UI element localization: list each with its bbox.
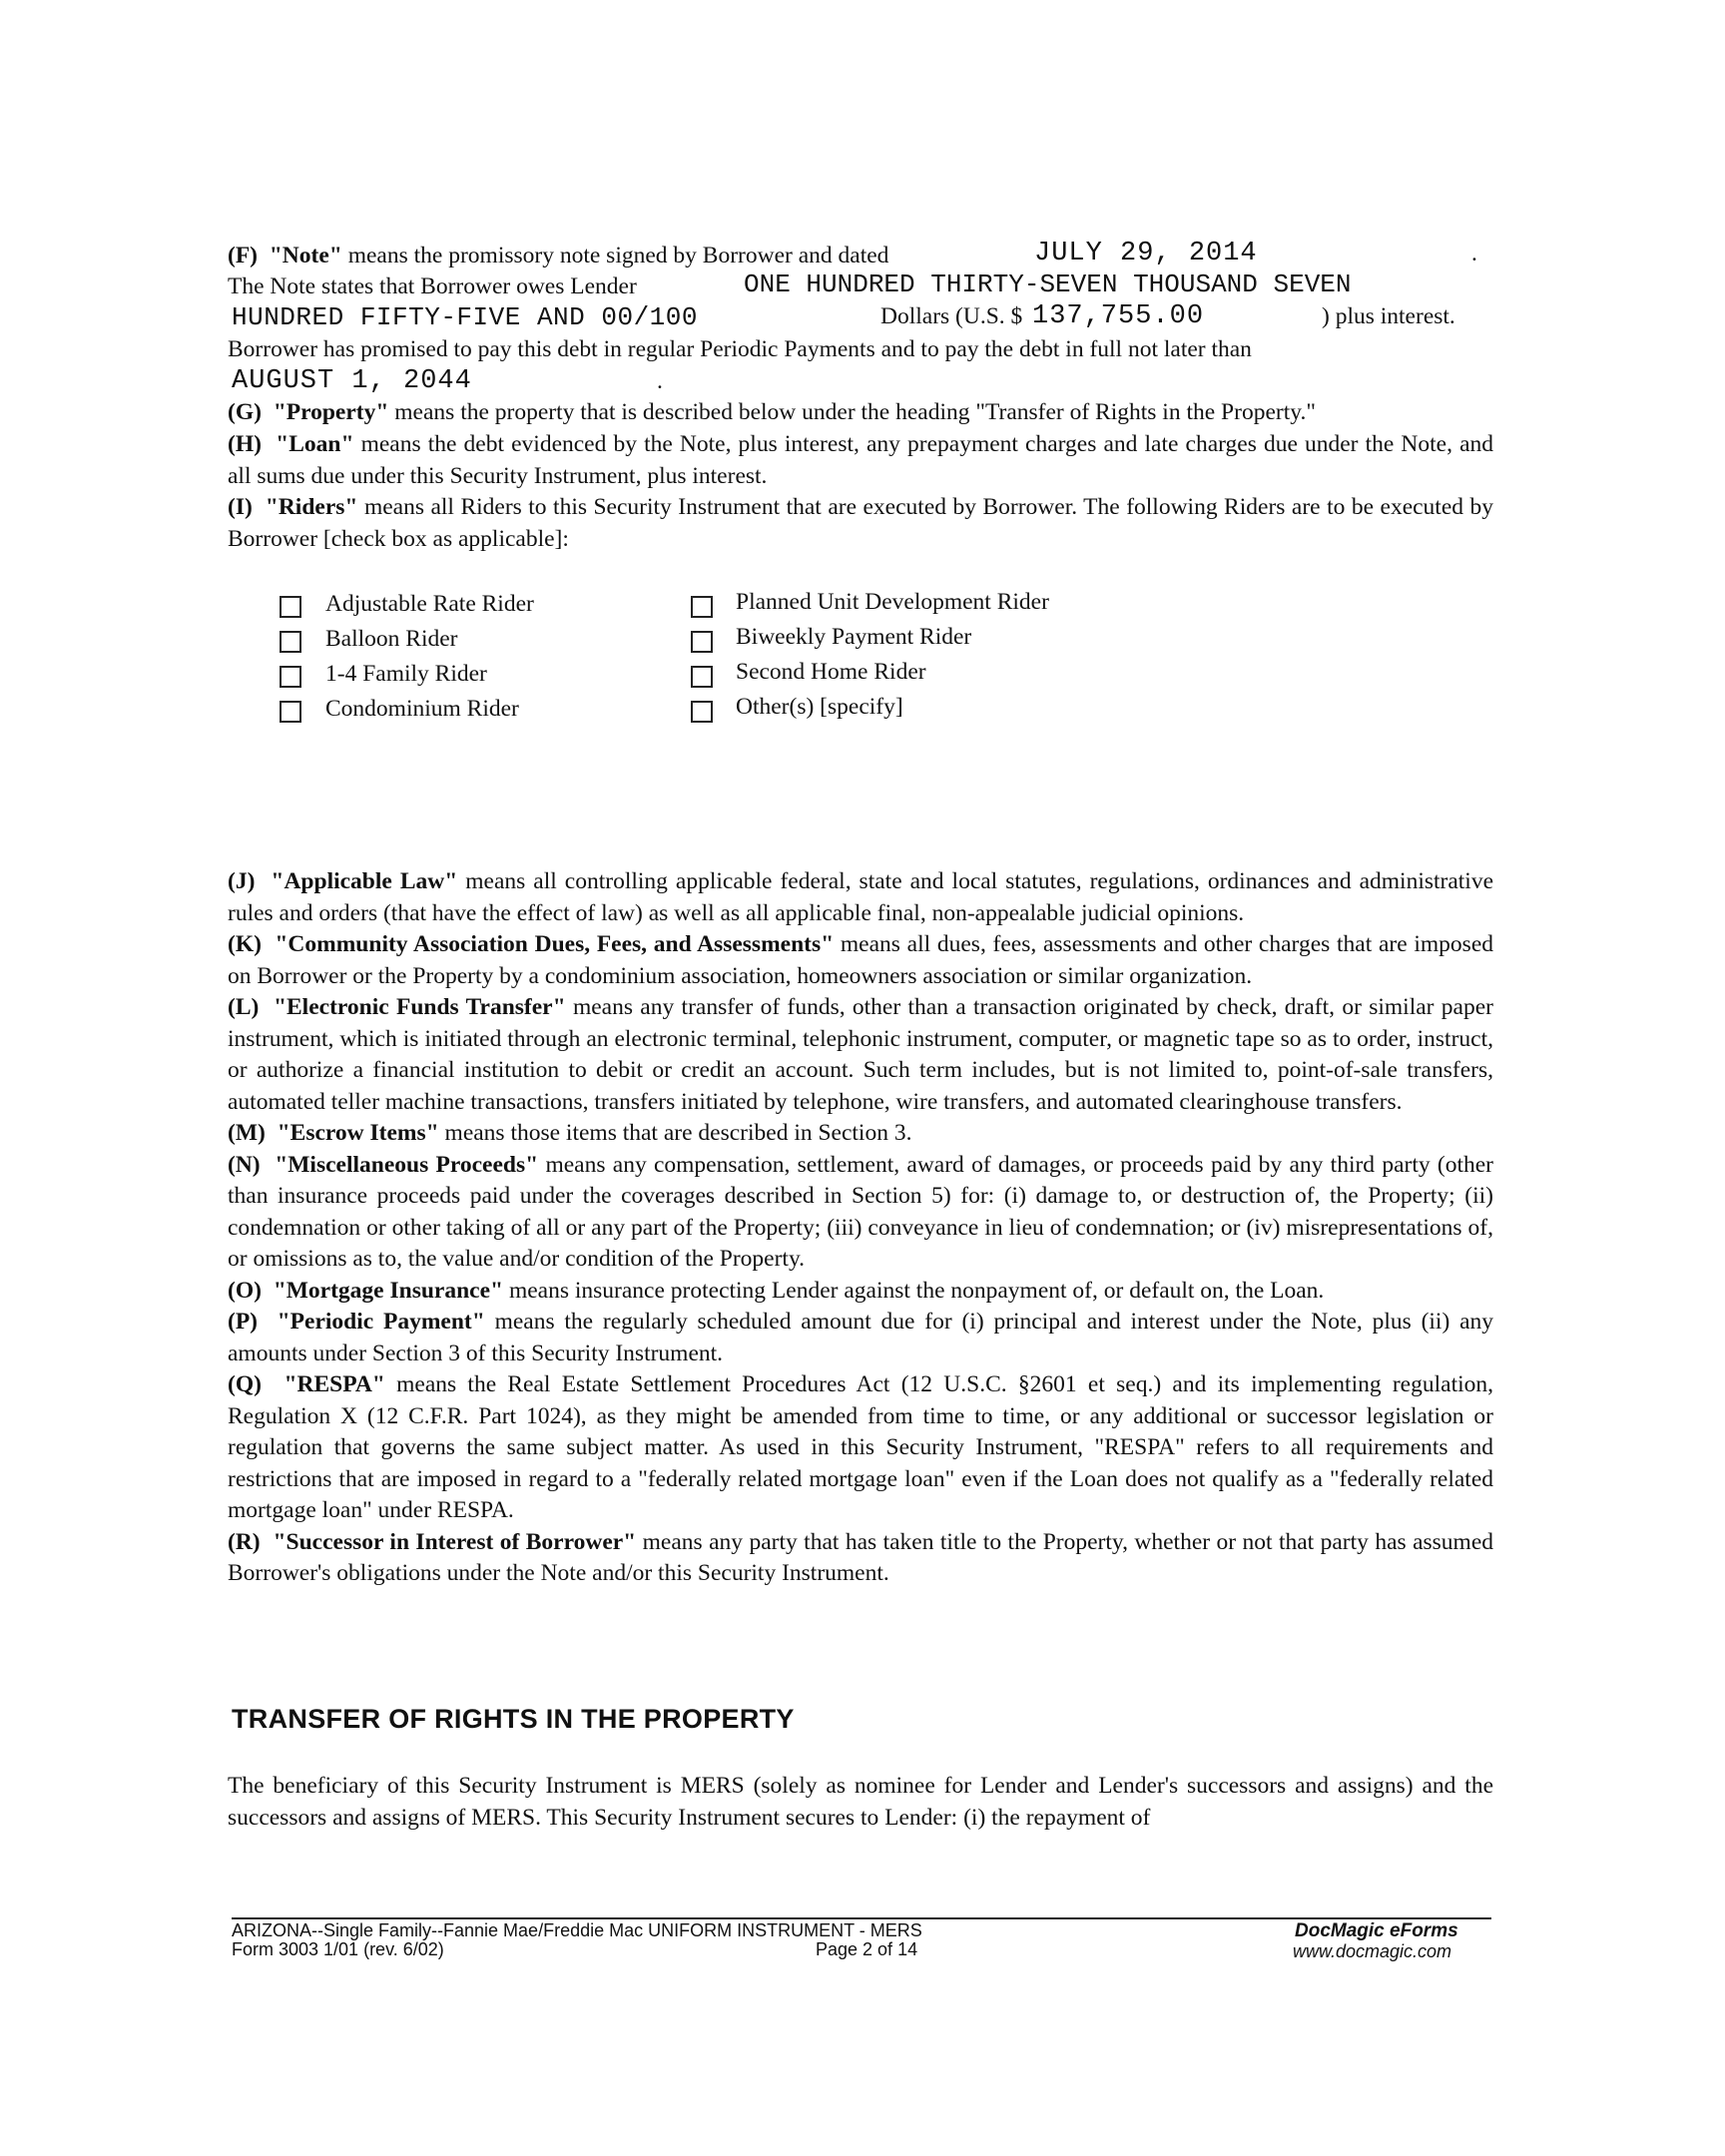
footer-divider: [232, 1917, 1491, 1919]
footer-brand-logo: DocMagic eForms: [1295, 1920, 1458, 1941]
definition-text: means all dues, fees, assessments and other charges that are imposed on Borrower or the Property by a condominium association, homeowners association or similar organization.: [228, 931, 1493, 989]
definition-label: (O): [228, 1277, 262, 1304]
footer-form-title: ARIZONA--Single Family--Fannie Mae/Freddie Mac UNIFORM INSTRUMENT - MERS: [232, 1920, 922, 1940]
loan-definition: [228, 429, 1493, 492]
note-text2: The Note states that Borrower owes Lender: [228, 273, 637, 299]
loan-text: means the debt evidenced by the Note, plus interest, any prepayment charges and late charges due under the Note, and all sums due under this Security Instrument, plus interest.: [228, 431, 1494, 489]
note-pay-line: [228, 334, 1252, 366]
note-date-period: .: [1471, 241, 1477, 267]
rider-label-balloon: Balloon Rider: [325, 626, 458, 652]
property-label: (G): [228, 399, 262, 425]
note-amount-words-2: HUNDRED FIFTY-FIVE AND 00/100: [232, 302, 698, 332]
section-heading: TRANSFER OF RIGHTS IN THE PROPERTY: [232, 1704, 795, 1734]
definition-term: "RESPA": [284, 1371, 385, 1397]
note-definition-line1: [228, 241, 888, 272]
definition-text: means the regularly scheduled amount due for (i) principal and interest under the Note, plus (ii) any amounts under Section 3 of this Security Instrument.: [228, 1309, 1494, 1366]
property-term: "Property": [273, 399, 389, 425]
definition-text: means insurance protecting Lender against the nonpayment of, or default on, the Loan.: [503, 1277, 1325, 1304]
definition-label: (M): [228, 1120, 266, 1146]
note-term: "Note": [269, 243, 342, 269]
rider-label-condominium: Condominium Rider: [325, 696, 519, 722]
rider-label-second-home: Second Home Rider: [736, 659, 926, 685]
rider-label-1-4-family: 1-4 Family Rider: [325, 661, 487, 687]
definition-escrow-items: [228, 1118, 1493, 1150]
rider-checkbox-biweekly[interactable]: [691, 631, 713, 653]
definition-text: means any transfer of funds, other than a transaction originated by check, draft, or similar paper instrument, which is initiated through an electronic terminal, telephonic instrument, computer, or magnetic tape so as to order, instruct, or authorize a financial institution to debit or credit an account. Such term includes, but is not limited to, point-of-sale transfers, automated teller machine transactions, transfers initiated by telephone, wire transfers, and automated clearinghouse transfers.: [228, 994, 1493, 1115]
loan-label: (H): [228, 431, 262, 457]
definition-mortgage-insurance: [228, 1276, 1493, 1308]
footer-form-number: Form 3003 1/01 (rev. 6/02): [232, 1939, 444, 1959]
definition-periodic-payment: [228, 1307, 1493, 1369]
definition-term: "Escrow Items": [277, 1120, 439, 1146]
riders-text: means all Riders to this Security Instrument that are executed by Borrower. The following Riders are to be executed by Borrower [check box as applicable]:: [228, 494, 1494, 552]
loan-term: "Loan": [276, 431, 354, 457]
note-text3: Borrower has promised to pay this debt in regular Periodic Payments and to pay the debt in full not later than: [228, 336, 1252, 362]
note-maturity-date: AUGUST 1, 2044: [232, 366, 472, 396]
definition-text: means all controlling applicable federal, state and local statutes, regulations, ordinances and administrative rules and orders (that have the effect of law) as well as all applicable final, non-appealable judicial opinions.: [228, 868, 1494, 926]
definition-label: (Q): [228, 1371, 262, 1397]
definition-text: means any party that has taken title to the Property, whether or not that party has assumed Borrower's obligations under the Note and/or this Security Instrument.: [228, 1528, 1493, 1586]
definitions-list: [228, 866, 1493, 1590]
definition-term: "Miscellaneous Proceeds": [275, 1151, 539, 1178]
rider-checkbox-other[interactable]: [691, 701, 713, 723]
definition-label: (K): [228, 931, 262, 957]
section-paragraph: The beneficiary of this Security Instrument is MERS (solely as nominee for Lender and Lender's successors and assigns) and the successors and assigns of MERS. This Security Instrument secures to Lender: (i) the repayment of: [228, 1773, 1493, 1831]
property-text: means the property that is described below under the heading "Transfer of Rights in the Property.": [388, 399, 1316, 425]
definition-label: (J): [228, 868, 256, 894]
rider-checkbox-second-home[interactable]: [691, 666, 713, 688]
definition-electronic-funds-transfer: [228, 992, 1493, 1118]
rider-checkbox-balloon[interactable]: [280, 631, 301, 653]
definition-label: (P): [228, 1309, 259, 1335]
definition-community-association-dues: [228, 929, 1493, 992]
definition-term: "Successor in Interest of Borrower": [273, 1528, 637, 1555]
definition-label: (N): [228, 1151, 261, 1178]
definition-term: "Community Association Dues, Fees, and Assessments": [275, 931, 835, 957]
note-amount: 137,755.00: [1032, 301, 1205, 331]
note-amount-words-1: ONE HUNDRED THIRTY-SEVEN THOUSAND SEVEN: [744, 270, 1352, 299]
riders-definition: [228, 492, 1493, 555]
note-label: (F): [228, 243, 259, 269]
rider-label-other: Other(s) [specify]: [736, 694, 903, 720]
rider-label-pud: Planned Unit Development Rider: [736, 589, 1049, 615]
definition-term: "Mortgage Insurance": [273, 1277, 504, 1304]
note-date: JULY 29, 2014: [1034, 239, 1258, 269]
definition-label: (R): [228, 1528, 261, 1555]
definition-applicable-law: [228, 866, 1493, 929]
definition-text: means the Real Estate Settlement Procedures Act (12 U.S.C. §2601 et seq.) and its implementing regulation, Regulation X (12 C.F.R. Part 1024), as they might be amended from time to time, or any additional or successor legislation or regulation that governs the same subject matter. As used in this Security Instrument, "RESPA" refers to all requirements and restrictions that are imposed in regard to a "federally related mortgage loan" even if the Loan does not qualify as a "federally related mortgage loan" under RESPA.: [228, 1371, 1494, 1523]
definition-label: (L): [228, 994, 260, 1020]
note-maturity-period: .: [657, 368, 663, 394]
rider-label-adjustable-rate: Adjustable Rate Rider: [325, 591, 534, 617]
definition-term: "Periodic Payment": [277, 1309, 485, 1335]
property-definition: [228, 397, 1493, 429]
definition-term: "Applicable Law": [271, 868, 458, 894]
definition-successor-in-interest: [228, 1527, 1493, 1590]
rider-checkbox-condominium[interactable]: [280, 701, 301, 723]
note-owes-line: [228, 271, 637, 303]
rider-checkbox-1-4-family[interactable]: [280, 666, 301, 688]
rider-checkbox-pud[interactable]: [691, 596, 713, 618]
riders-term: "Riders": [265, 494, 358, 520]
dollars-label: Dollars (U.S. $: [880, 303, 1023, 329]
note-text1: means the promissory note signed by Borrower and dated: [341, 243, 889, 269]
definition-miscellaneous-proceeds: [228, 1150, 1493, 1276]
footer-page-number: Page 2 of 14: [816, 1939, 918, 1959]
rider-checkbox-adjustable-rate[interactable]: [280, 596, 301, 618]
riders-label: (I): [228, 494, 253, 520]
definition-text: means any compensation, settlement, award of damages, or proceeds paid by any third party (other than insurance proceeds paid under the coverages described in Section 5) for: (i) damage to, or destruction of, the Property; (ii) condemnation or other taking of all or any part of the Property; (iii) conveyance in lieu of condemnation; or (iv) misrepresentations of, or omissions as to, the value and/or condition of the Property.: [228, 1151, 1494, 1272]
rider-label-biweekly: Biweekly Payment Rider: [736, 624, 972, 650]
definition-respa: [228, 1369, 1493, 1527]
definition-term: "Electronic Funds Transfer": [273, 994, 566, 1020]
definition-text: means those items that are described in Section 3.: [438, 1120, 912, 1146]
plus-interest: ) plus interest.: [1322, 303, 1455, 329]
footer-url: www.docmagic.com: [1293, 1941, 1452, 1961]
